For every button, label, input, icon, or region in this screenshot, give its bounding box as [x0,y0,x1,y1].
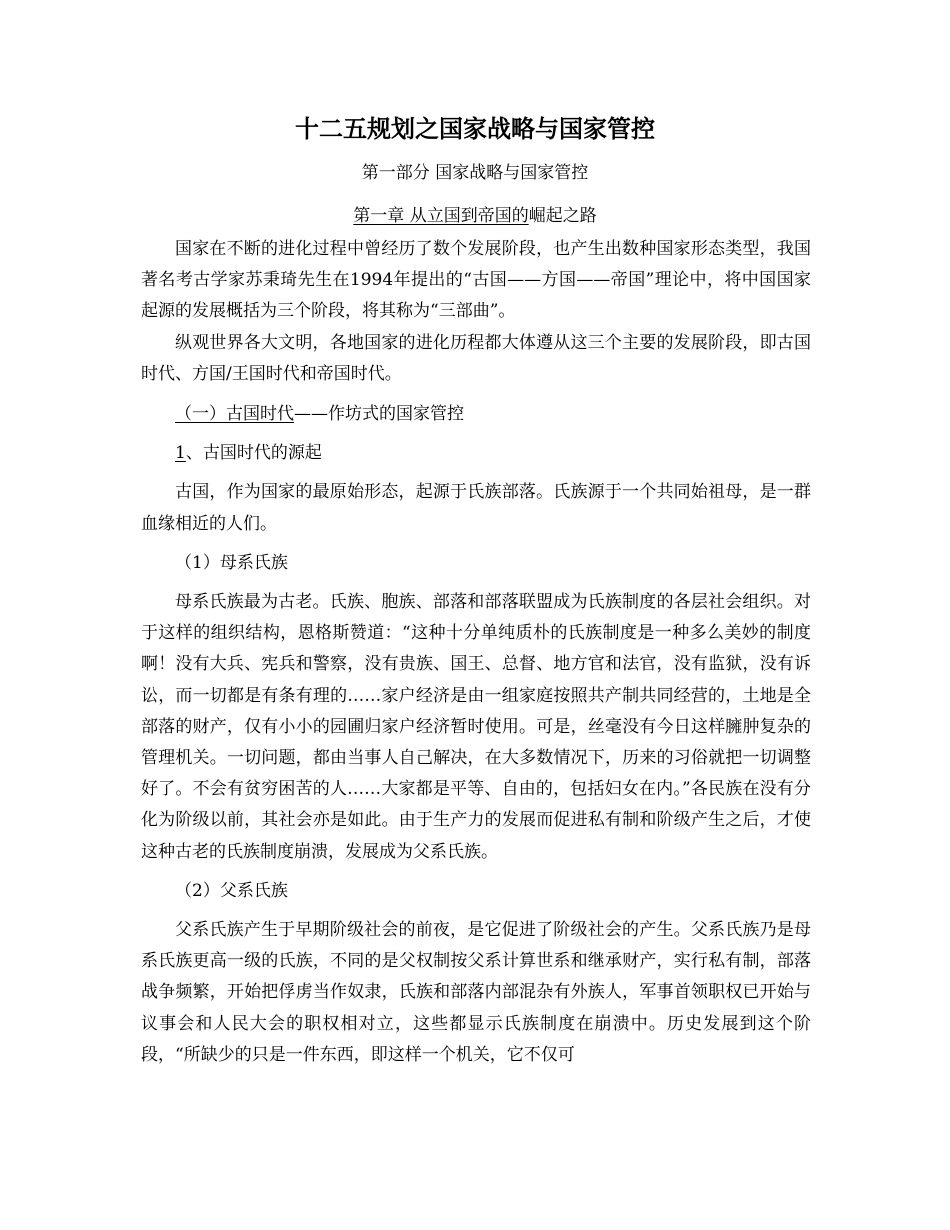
heading-matrilineal: （1）母系氏族 [175,552,288,573]
heading-patrilineal: （2）父系氏族 [175,880,288,901]
document-body [141,234,811,1071]
paragraph-matrilineal: 母系氏族最为古老。氏族、胞族、部落和部落联盟成为氏族制度的各层社会组织。对于这样的组织结构，恩格斯赞道：“这种十分单纯质朴的氏族制度是一种多么美妙的制度啊！没有大兵、宪兵和警察，没有贵族、国王、总督、地方官和法官，没有监狱，没有诉讼，而一切都是有条有理的……家户经济是由一组家庭按照共产制共同经营的，土地是全部落的财产，仅有小小的园圃归家户经济暂时使用。可是，丝毫没有今日这样臃肿复杂的管理机关。一切问题，都由当事人自己解决，在大多数情况下，历来的习俗就把一切调整好了。不会有贫穷困苦的人……大家都是平等、自由的，包括妇女在内。”各民族在没有分化为阶级以前，其社会亦是如此。由于生产力的发展而促进私有制和阶级产生之后，才使这种古老的氏族制度崩溃，发展成为父系氏族。 [141,592,811,862]
section-heading-rest: ——作坊式的国家管控 [294,404,464,425]
document-title: 十二五规划之国家战略与国家管控 [295,115,655,143]
subsection-number: 1 [175,443,186,464]
chapter-heading-underlined: 第一章 从立国到帝国的 [353,206,529,226]
paragraph-intro: 国家在不断的进化过程中曾经历了数个发展阶段，也产生出数种国家形态类型，我国著名考古学家苏秉琦先生在1994年提出的“古国——方国——帝国”理论中，将中国国家起源的发展概括为三个阶段，将其称为“三部曲”。 [141,239,811,322]
section-heading-underlined: （一）古国时代 [175,404,294,425]
paragraph-overview: 纵观世界各大文明，各地国家的进化历程都大体遵从这三个主要的发展阶段，即古国时代、方国/王国时代和帝国时代。 [141,332,811,384]
subsection-heading [141,438,811,469]
chapter-heading-rest: 崛起之路 [528,206,597,226]
part-heading: 第一部分 国家战略与国家管控 [361,163,589,183]
paragraph-origin: 古国，作为国家的最原始形态，起源于氏族部落。氏族源于一个共同始祖母，是一群血缘相近的人们。 [141,482,811,534]
paragraph-patrilineal: 父系氏族产生于早期阶级社会的前夜，是它促进了阶级社会的产生。父系氏族乃是母系氏族更高一级的氏族，不同的是父权制按父系计算世系和继承财产，实行私有制，部落战争频繁，开始把俘虏当作奴隶，氏族和部落内部混杂有外族人，军事首领职权已开始与议事会和人民大会的职权相对立，这些都显示氏族制度在崩溃中。历史发展到这个阶段，“所缺少的只是一件东西，即这样一个机关，它不仅可 [141,920,811,1065]
chapter-heading [0,204,950,228]
section-heading [141,399,811,430]
subsection-title: 、古国时代的源起 [185,443,322,464]
